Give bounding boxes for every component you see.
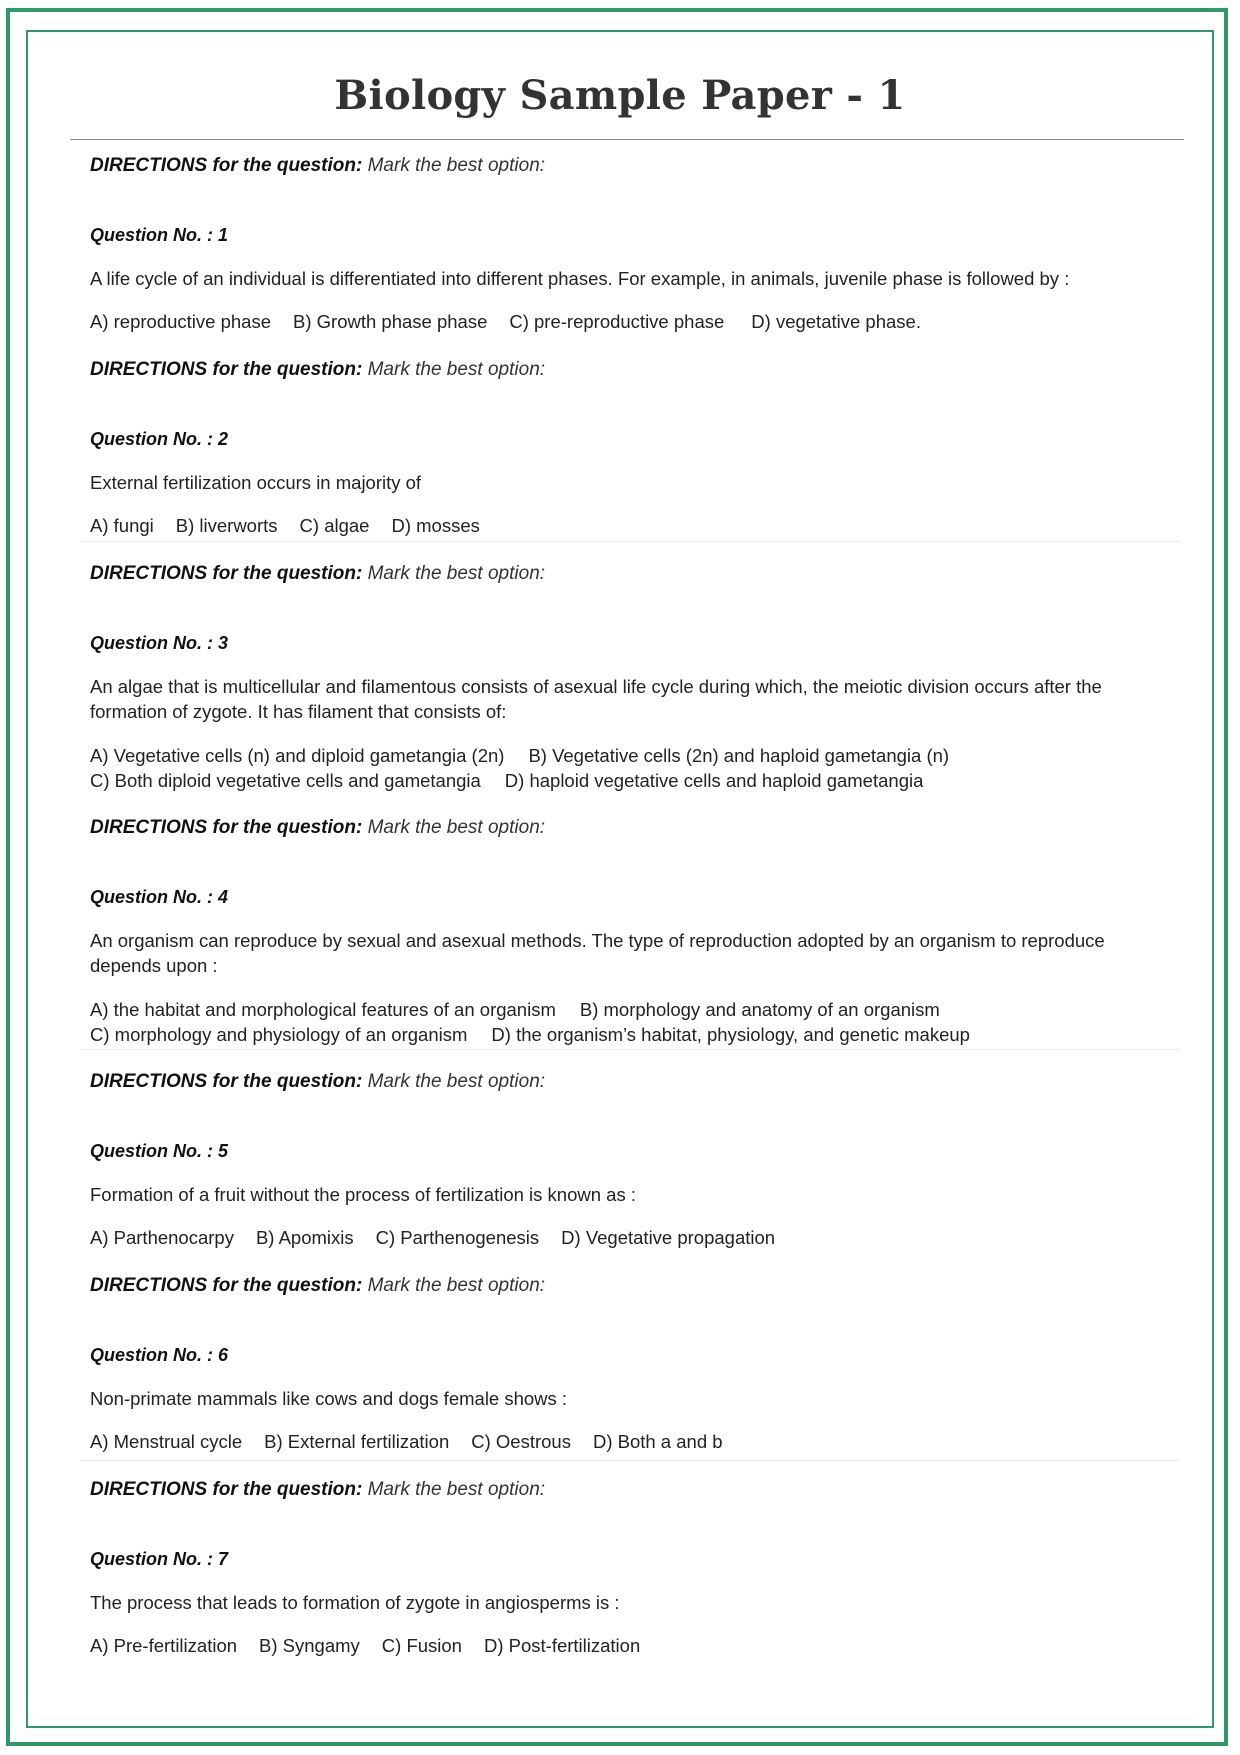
option-c[interactable]: C) algae	[299, 515, 370, 536]
option-b[interactable]: B) liverworts	[175, 515, 278, 536]
question-text: An algae that is multicellular and filamentous consists of asexual life cycle during which, the meiotic division occurs after the formation of zygote. It has filament that consists of:	[90, 676, 1102, 722]
option-c[interactable]: C) Fusion	[381, 1635, 462, 1656]
directions-label: DIRECTIONS for the question:	[90, 563, 363, 584]
question-options	[90, 1429, 723, 1454]
directions-label: DIRECTIONS for the question:	[90, 817, 363, 838]
option-b[interactable]: B) Apomixis	[255, 1227, 354, 1248]
option-c[interactable]: C) Both diploid vegetative cells and gametangia	[90, 770, 481, 791]
question-number: Question No. : 3	[90, 633, 229, 653]
question-text: Non-primate mammals like cows and dogs female shows :	[90, 1388, 568, 1409]
question-text: Formation of a fruit without the process of fertilization is known as :	[90, 1184, 636, 1205]
question-number: Question No. : 1	[90, 225, 229, 245]
option-d[interactable]: D) Vegetative propagation	[561, 1227, 776, 1248]
directions-label: DIRECTIONS for the question:	[90, 155, 363, 176]
directions	[90, 816, 545, 840]
option-a[interactable]: A) Menstrual cycle	[90, 1431, 243, 1452]
option-a[interactable]: A) reproductive phase	[90, 311, 271, 332]
question-options	[90, 1633, 640, 1658]
directions	[90, 358, 545, 382]
directions-label: DIRECTIONS for the question:	[90, 1479, 363, 1500]
directions-text: Mark the best option:	[362, 563, 546, 584]
question-number: Question No. : 5	[90, 1141, 229, 1161]
directions-text: Mark the best option:	[362, 1479, 546, 1500]
question-text: The process that leads to formation of zygote in angiosperms is :	[90, 1592, 620, 1613]
directions	[90, 1274, 545, 1298]
option-d[interactable]: D) Both a and b	[592, 1431, 723, 1452]
option-a[interactable]: A) Pre-fertilization	[90, 1635, 238, 1656]
option-c[interactable]: C) pre-reproductive phase	[509, 311, 725, 332]
question-text: External fertilization occurs in majority of	[90, 472, 422, 493]
directions	[90, 154, 545, 178]
option-b[interactable]: B) External fertilization	[264, 1431, 450, 1452]
option-a[interactable]: A) Parthenocarpy	[90, 1227, 234, 1248]
directions	[90, 1070, 545, 1094]
option-b[interactable]: B) Syngamy	[259, 1635, 360, 1656]
directions-text: Mark the best option:	[362, 1071, 546, 1092]
question-text: A life cycle of an individual is differentiated into different phases. For example, in animals, juvenile phase is followed by :	[90, 268, 1070, 289]
option-b[interactable]: B) Growth phase phase	[293, 311, 488, 332]
directions-label: DIRECTIONS for the question:	[90, 359, 363, 380]
question-number: Question No. : 2	[90, 429, 229, 449]
option-a[interactable]: A) fungi	[90, 515, 154, 536]
option-d[interactable]: D) haploid vegetative cells and haploid gametangia	[504, 770, 924, 791]
page-title: Biology Sample Paper - 1	[334, 72, 906, 119]
option-d[interactable]: D) vegetative phase.	[751, 311, 921, 332]
question-options	[90, 309, 921, 334]
question-options	[90, 513, 480, 538]
option-d[interactable]: D) Post-fertilization	[483, 1635, 641, 1656]
directions-label: DIRECTIONS for the question:	[90, 1071, 363, 1092]
option-b[interactable]: B) morphology and anatomy of an organism	[579, 999, 940, 1020]
option-c[interactable]: C) morphology and physiology of an organism	[90, 1024, 468, 1045]
option-c[interactable]: C) Parthenogenesis	[375, 1227, 540, 1248]
option-d[interactable]: D) the organism’s habitat, physiology, and genetic makeup	[491, 1024, 970, 1045]
question-number: Question No. : 7	[90, 1549, 229, 1569]
directions-text: Mark the best option:	[362, 817, 546, 838]
directions-text: Mark the best option:	[362, 359, 546, 380]
directions-text: Mark the best option:	[362, 155, 546, 176]
option-a[interactable]: A) Vegetative cells (n) and diploid gametangia (2n)	[90, 745, 505, 766]
question-options	[90, 997, 970, 1047]
section-divider	[80, 1049, 1180, 1050]
question-number: Question No. : 6	[90, 1345, 229, 1365]
question-text: An organism can reproduce by sexual and asexual methods. The type of reproduction adopted by an organism to reproduce depends upon :	[90, 930, 1105, 976]
question-options	[90, 1225, 775, 1250]
option-d[interactable]: D) mosses	[391, 515, 480, 536]
directions-label: DIRECTIONS for the question:	[90, 1275, 363, 1296]
option-a[interactable]: A) the habitat and morphological features of an organism	[90, 999, 556, 1020]
section-divider	[80, 1460, 1180, 1461]
option-c[interactable]: C) Oestrous	[471, 1431, 571, 1452]
question-options	[90, 743, 949, 793]
title-divider	[70, 139, 1184, 140]
section-divider	[80, 541, 1180, 542]
directions	[90, 1478, 545, 1502]
option-b[interactable]: B) Vegetative cells (2n) and haploid gametangia (n)	[528, 745, 950, 766]
directions	[90, 562, 545, 586]
directions-text: Mark the best option:	[362, 1275, 546, 1296]
question-number: Question No. : 4	[90, 887, 229, 907]
